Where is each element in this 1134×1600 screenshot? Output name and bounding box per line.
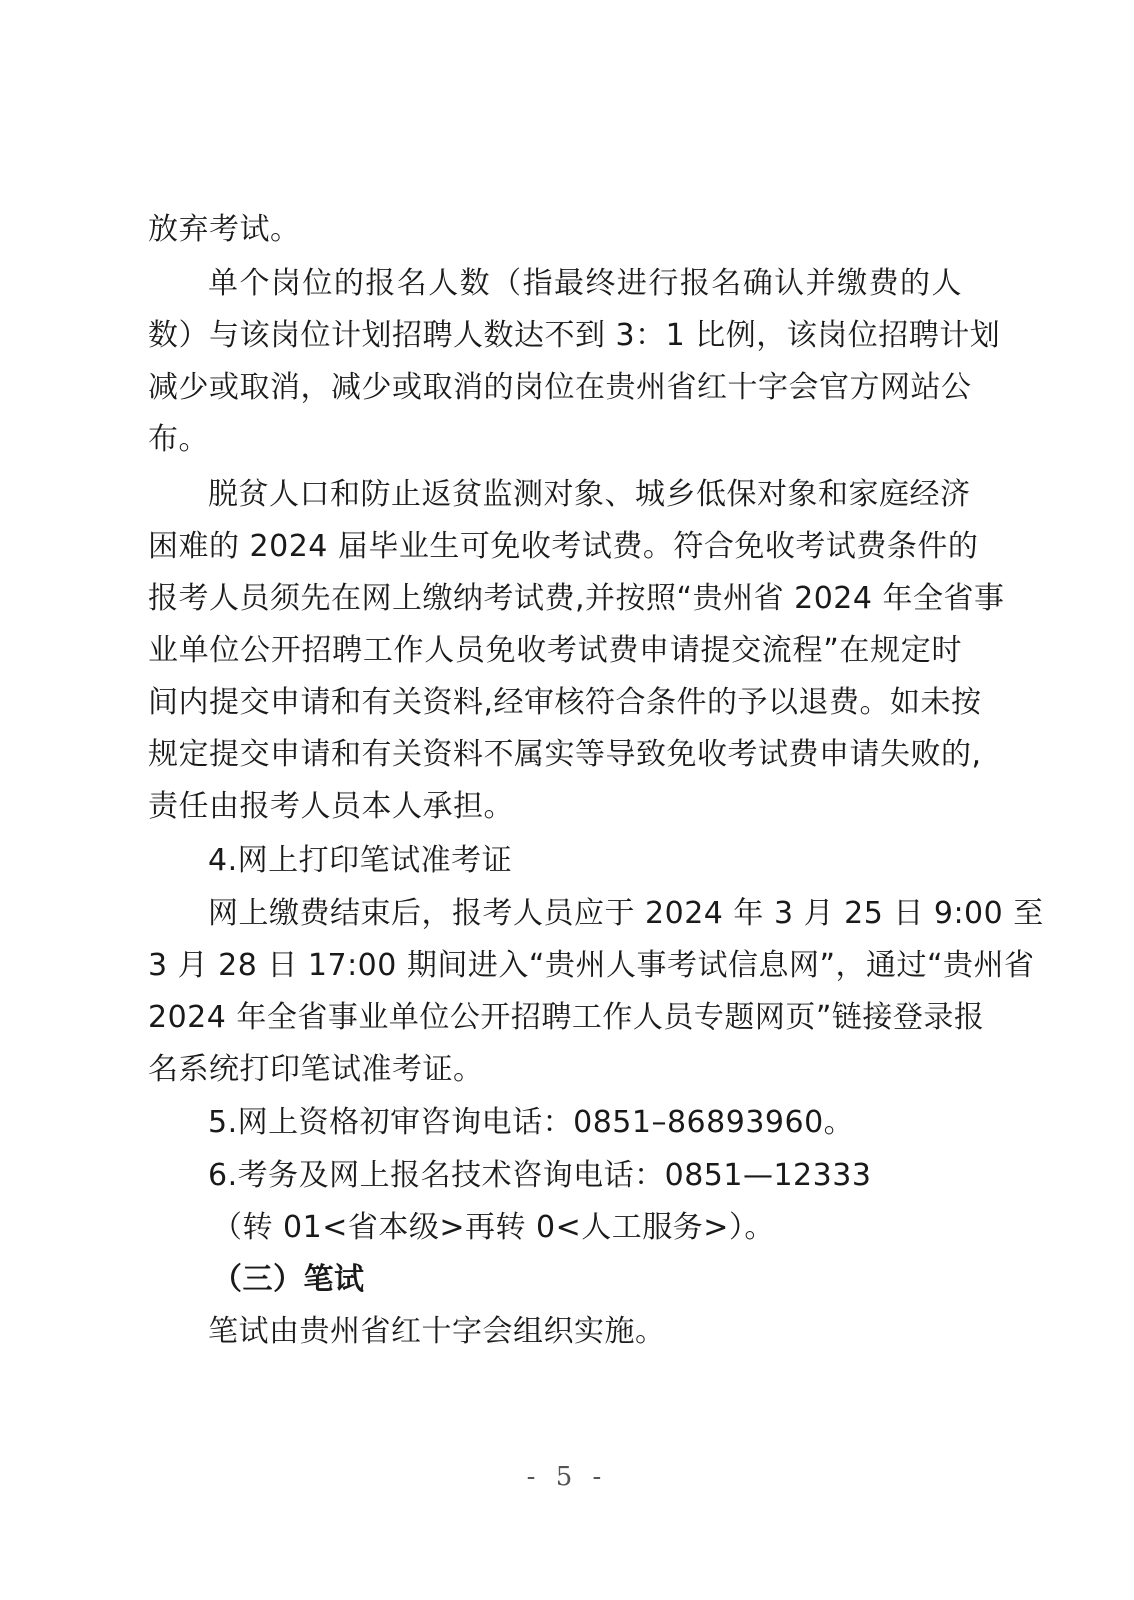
paragraph-line: 数）与该岗位计划招聘人数达不到 3：1 比例，该岗位招聘计划 [148,318,1001,353]
paragraph-line: 名系统打印笔试准考证。 [148,1052,484,1087]
section-heading: （三）笔试 [212,1262,365,1297]
paragraph-line: 规定提交申请和有关资料不属实等导致免收考试费申请失败的, [148,737,982,772]
page-number: - 5 - [526,1462,608,1492]
paragraph-line: 网上缴费结束后，报考人员应于 2024 年 3 月 25 日 9:00 至 [208,896,1044,931]
paragraph-line: 2024 年全省事业单位公开招聘工作人员专题网页”链接登录报 [148,1000,985,1035]
phone-line: 6.考务及网上报名技术咨询电话：0851—12333 [208,1158,872,1193]
paragraph-line: 间内提交申请和有关资料,经审核符合条件的予以退费。如未按 [148,685,982,720]
section-heading: 4.网上打印笔试准考证 [208,843,513,878]
paragraph-line: 笔试由贵州省红十字会组织实施。 [208,1314,666,1349]
paragraph-line: 单个岗位的报名人数（指最终进行报名确认并缴费的人 [208,266,962,301]
paragraph-line: 减少或取消，减少或取消的岗位在贵州省红十字会官方网站公 [148,370,972,405]
phone-line: 5.网上资格初审咨询电话：0851–86893960。 [208,1105,855,1140]
paragraph-line: 脱贫人口和防止返贫监测对象、城乡低保对象和家庭经济 [208,477,971,512]
paragraph-line: 布。 [148,422,209,457]
paragraph-line: 业单位公开招聘工作人员免收考试费申请提交流程”在规定时 [148,633,962,668]
phone-note-line: （转 01<省本级>再转 0<人工服务>）。 [212,1210,775,1245]
paragraph-line: 责任由报考人员本人承担。 [148,789,514,824]
paragraph-line: 放弃考试。 [148,212,301,247]
paragraph-line: 3 月 28 日 17:00 期间进入“贵州人事考试信息网”，通过“贵州省 [148,948,1035,983]
paragraph-line: 报考人员须先在网上缴纳考试费,并按照“贵州省 2024 年全省事 [148,581,1005,616]
paragraph-line: 困难的 2024 届毕业生可免收考试费。符合免收考试费条件的 [148,529,979,564]
